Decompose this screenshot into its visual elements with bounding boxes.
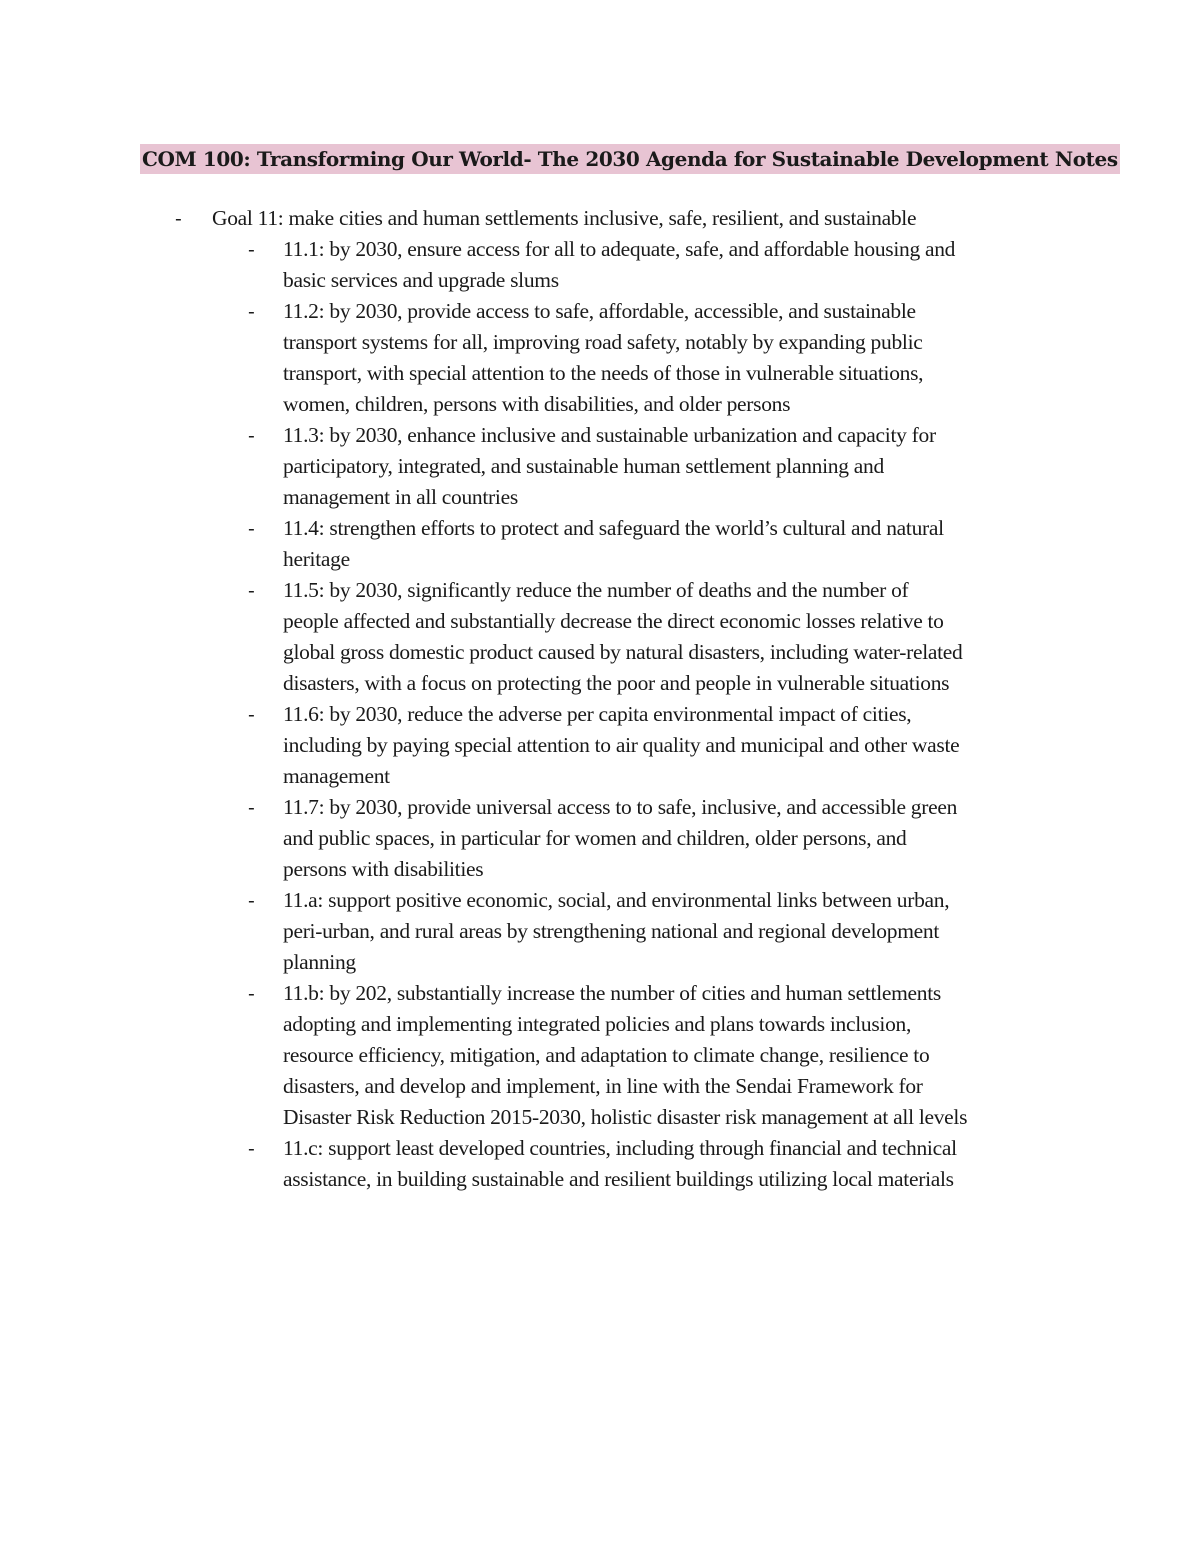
bullet-dash: -: [248, 299, 255, 323]
target-text: [283, 420, 1063, 513]
target-line: including by paying special attention to air quality and municipal and other waste: [283, 733, 960, 757]
target-line: management: [283, 764, 390, 788]
target-line: disasters, with a focus on protecting the poor and people in vulnerable situations: [283, 671, 950, 695]
goal-item: [0, 203, 1200, 234]
target-line: planning: [283, 950, 356, 974]
target-text: [283, 234, 1063, 296]
target-line: transport, with special attention to the needs of those in vulnerable situations,: [283, 361, 924, 385]
target-line: 11.3: by 2030, enhance inclusive and sustainable urbanization and capacity for: [283, 423, 936, 447]
target-line: peri-urban, and rural areas by strengthening national and regional development: [283, 919, 939, 943]
bullet-dash: -: [248, 516, 255, 540]
goal-label: Goal 11: make cities and human settlements inclusive, safe, resilient, and sustainable: [212, 206, 917, 230]
target-line: disasters, and develop and implement, in line with the Sendai Framework for: [283, 1074, 923, 1098]
target-item: [0, 978, 1200, 1133]
bullet-dash: -: [175, 206, 182, 230]
target-line: people affected and substantially decrease the direct economic losses relative to: [283, 609, 944, 633]
target-item: [0, 575, 1200, 699]
target-text: [283, 699, 1063, 792]
goal-list: [0, 203, 1200, 1195]
target-item: [0, 234, 1200, 296]
bullet-dash: -: [248, 1136, 255, 1160]
bullet-dash: -: [248, 981, 255, 1005]
target-line: global gross domestic product caused by natural disasters, including water-related: [283, 640, 963, 664]
target-line: 11.c: support least developed countries, including through financial and technical: [283, 1136, 957, 1160]
target-text: [283, 513, 1063, 575]
bullet-dash: -: [248, 423, 255, 447]
title-text: COM 100: Transforming Our World- The 2030 Agenda for Sustainable Development Notes: [140, 144, 1120, 174]
bullet-dash: -: [248, 888, 255, 912]
target-item: [0, 699, 1200, 792]
target-line: heritage: [283, 547, 350, 571]
target-item: [0, 792, 1200, 885]
target-line: Disaster Risk Reduction 2015-2030, holistic disaster risk management at all levels: [283, 1105, 968, 1129]
target-text: [283, 792, 1063, 885]
document-title: [140, 144, 1118, 174]
target-text: [283, 1133, 1063, 1195]
target-item: [0, 513, 1200, 575]
target-list: [0, 234, 1200, 1195]
target-line: 11.5: by 2030, significantly reduce the number of deaths and the number of: [283, 578, 909, 602]
target-line: 11.a: support positive economic, social, and environmental links between urban,: [283, 888, 950, 912]
target-line: women, children, persons with disabilities, and older persons: [283, 392, 791, 416]
target-text: [283, 296, 1063, 420]
target-line: 11.6: by 2030, reduce the adverse per capita environmental impact of cities,: [283, 702, 912, 726]
bullet-dash: -: [248, 237, 255, 261]
target-line: 11.b: by 202, substantially increase the number of cities and human settlements: [283, 981, 941, 1005]
target-text: [283, 978, 1063, 1133]
target-line: adopting and implementing integrated policies and plans towards inclusion,: [283, 1012, 912, 1036]
target-line: persons with disabilities: [283, 857, 484, 881]
target-line: basic services and upgrade slums: [283, 268, 559, 292]
target-item: [0, 296, 1200, 420]
target-line: participatory, integrated, and sustainable human settlement planning and: [283, 454, 884, 478]
target-line: 11.7: by 2030, provide universal access to to safe, inclusive, and accessible green: [283, 795, 958, 819]
target-line: 11.4: strengthen efforts to protect and safeguard the world’s cultural and natural: [283, 516, 944, 540]
target-item: [0, 1133, 1200, 1195]
bullet-dash: -: [248, 702, 255, 726]
target-item: [0, 885, 1200, 978]
target-line: and public spaces, in particular for women and children, older persons, and: [283, 826, 907, 850]
target-line: 11.2: by 2030, provide access to safe, affordable, accessible, and sustainable: [283, 299, 916, 323]
target-text: [283, 885, 1063, 978]
target-line: management in all countries: [283, 485, 518, 509]
target-text: [283, 575, 1063, 699]
target-line: assistance, in building sustainable and resilient buildings utilizing local materials: [283, 1167, 954, 1191]
target-item: [0, 420, 1200, 513]
bullet-dash: -: [248, 578, 255, 602]
bullet-dash: -: [248, 795, 255, 819]
target-line: 11.1: by 2030, ensure access for all to adequate, safe, and affordable housing and: [283, 237, 956, 261]
target-line: resource efficiency, mitigation, and adaptation to climate change, resilience to: [283, 1043, 930, 1067]
target-line: transport systems for all, improving road safety, notably by expanding public: [283, 330, 923, 354]
